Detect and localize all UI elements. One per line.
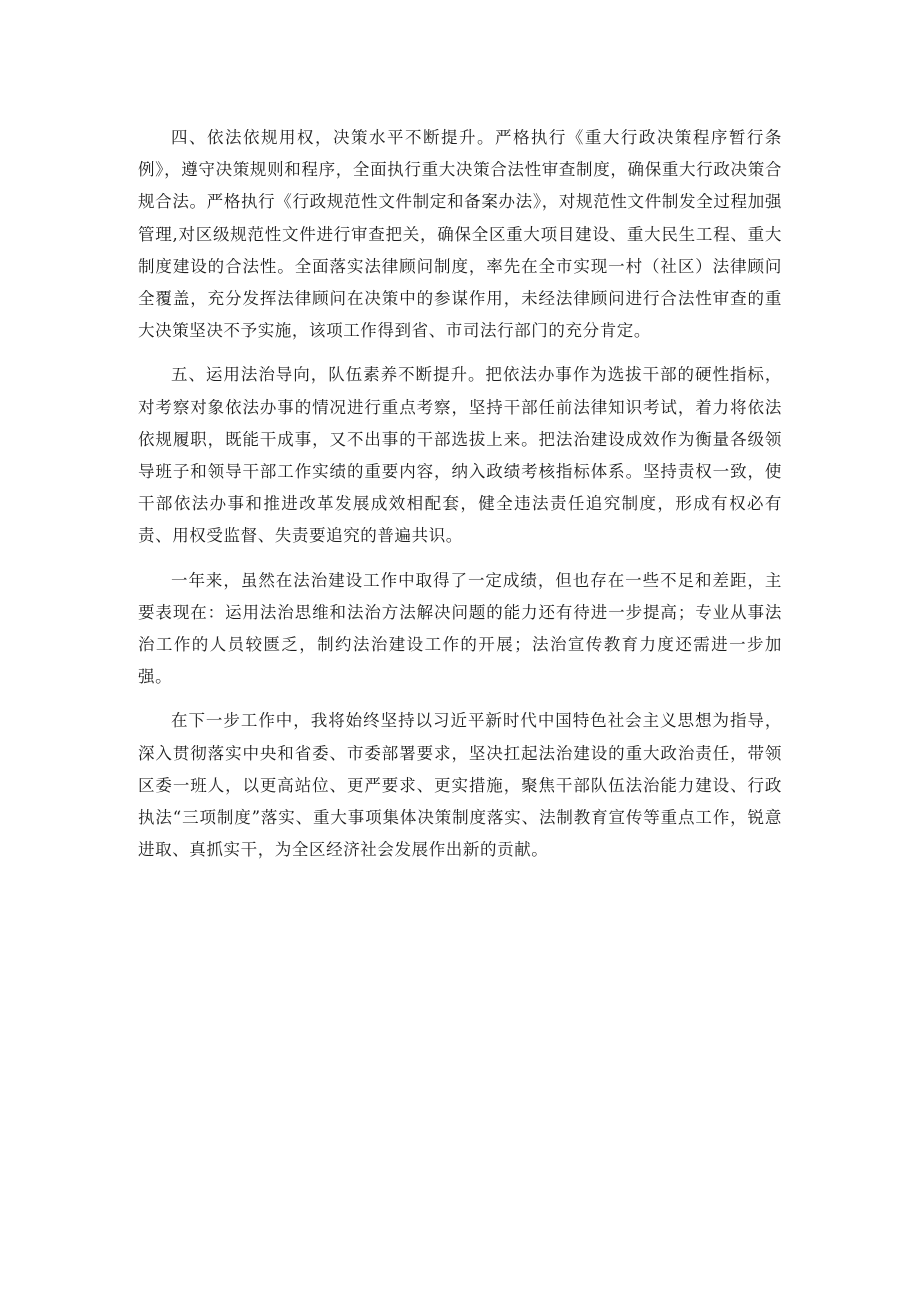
paragraph-decision-making: 四、依法依规用权，决策水平不断提升。严格执行《重大行政决策程序暂行条例》，遵守决策规则和程序，全面执行重大决策合法性审查制度，确保重大行政决策合规合法。严格执行《行政规范性文件制定和备案办法》，对规范性文件制发全过程加强管理,对区级规范性文件进行审查把关，确保全区重大项目建设、重大民生工程、重大制度建设的合法性。全面落实法律顾问制度，率先在全市实现一村（社区）法律顾问全覆盖，充分发挥法律顾问在决策中的参谋作用，未经法律顾问进行合法性审查的重大决策坚决不予实施，该项工作得到省、市司法行部门的充分肯定。	[138, 128, 782, 341]
paragraph-team-quality: 五、运用法治导向，队伍素养不断提升。把依法办事作为选拔干部的硬性指标，对考察对象依法办事的情况进行重点考察，坚持干部任前法律知识考试，着力将依法依规履职，既能干成事，又不出事的干部选拔上来。把法治建设成效作为衡量各级领导班子和领导干部工作实绩的重要内容，纳入政绩考核指标体系。坚持责权一致，使干部依法办事和推进改革发展成效相配套，健全违法责任追究制度，形成有权必有责、用权受监督、失责要追究的普遍共识。	[138, 365, 782, 546]
paragraph-shortcomings: 一年来，虽然在法治建设工作中取得了一定成绩，但也存在一些不足和差距，主要表现在：运用法治思维和法治方法解决问题的能力还有待进一步提高；专业从事法治工作的人员较匮乏，制约法治建设工作的开展；法治宣传教育力度还需进一步加强。	[138, 570, 782, 687]
paragraph-next-steps: 在下一步工作中，我将始终坚持以习近平新时代中国特色社会主义思想为指导，深入贯彻落实中央和省委、市委部署要求，坚决扛起法治建设的重大政治责任，带领区委一班人，以更高站位、更严要求、更实措施，聚焦干部队伍法治能力建设、行政执法“三项制度”落实、重大事项集体决策制度落实、法制教育宣传等重点工作，锐意进取、真抓实干，为全区经济社会发展作出新的贡献。	[138, 711, 782, 860]
document-body	[138, 122, 782, 866]
